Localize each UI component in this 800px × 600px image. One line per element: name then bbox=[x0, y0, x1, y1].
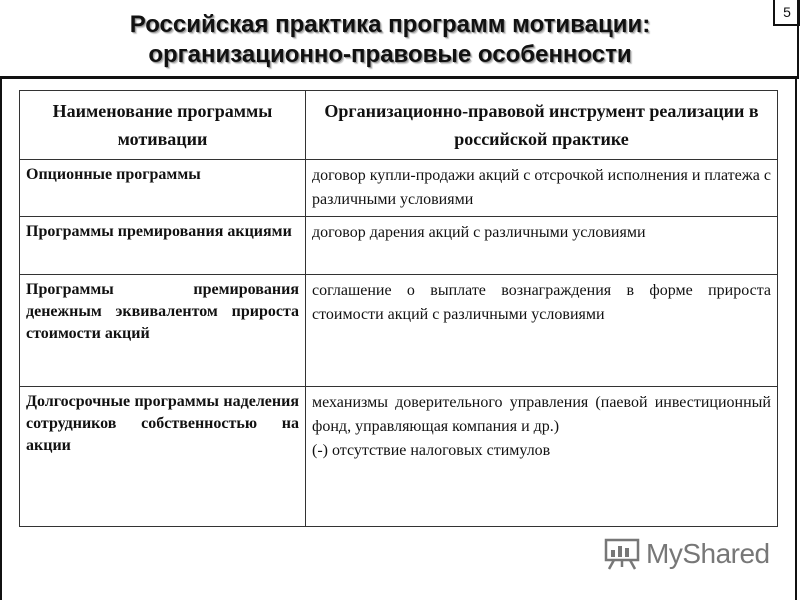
table-row bbox=[20, 217, 778, 275]
program-instrument: соглашение о выплате вознаграждения в форме прироста стоимости акций с различными условиями bbox=[306, 275, 778, 387]
slide-header bbox=[0, 0, 800, 78]
header-right-border bbox=[797, 0, 799, 79]
program-name: Долгосрочные программы наделения сотрудников собственностью на акции bbox=[20, 387, 306, 527]
slide-title bbox=[20, 10, 760, 70]
program-instrument: договор купли-продажи акций с отсрочкой исполнения и платежа с различными условиями bbox=[306, 160, 778, 217]
program-name: Программы премирования акциями bbox=[20, 217, 306, 275]
table-row bbox=[20, 387, 778, 527]
program-name: Опционные программы bbox=[20, 160, 306, 217]
motivation-programs-table bbox=[19, 90, 778, 527]
column-header-instrument: Организационно-правовой инструмент реализации в российской практике bbox=[306, 91, 778, 160]
table-row bbox=[20, 275, 778, 387]
slide-title-line-2: организационно-правовые особенности bbox=[148, 41, 632, 68]
column-header-program: Наименование программы мотивации bbox=[20, 91, 306, 160]
table-row bbox=[20, 160, 778, 217]
table-header-row bbox=[20, 91, 778, 160]
watermark-text: MyShared bbox=[646, 538, 770, 569]
slide-title-line-1: Российская практика программ мотивации: bbox=[129, 11, 651, 38]
program-name: Программы премирования денежным эквивалентом прироста стоимости акций bbox=[20, 275, 306, 387]
program-instrument: механизмы доверительного управления (паевой инвестиционный фонд, управляющая компания и др.) bbox=[312, 394, 771, 435]
presentation-board-icon bbox=[604, 537, 640, 571]
watermark-logo bbox=[604, 536, 770, 572]
page-number: 5 bbox=[773, 0, 800, 26]
program-instrument-note: (-) отсутствие налоговых стимулов bbox=[312, 442, 551, 459]
program-instrument-cell bbox=[306, 387, 778, 527]
program-instrument: договор дарения акций с различными условиями bbox=[306, 217, 778, 275]
